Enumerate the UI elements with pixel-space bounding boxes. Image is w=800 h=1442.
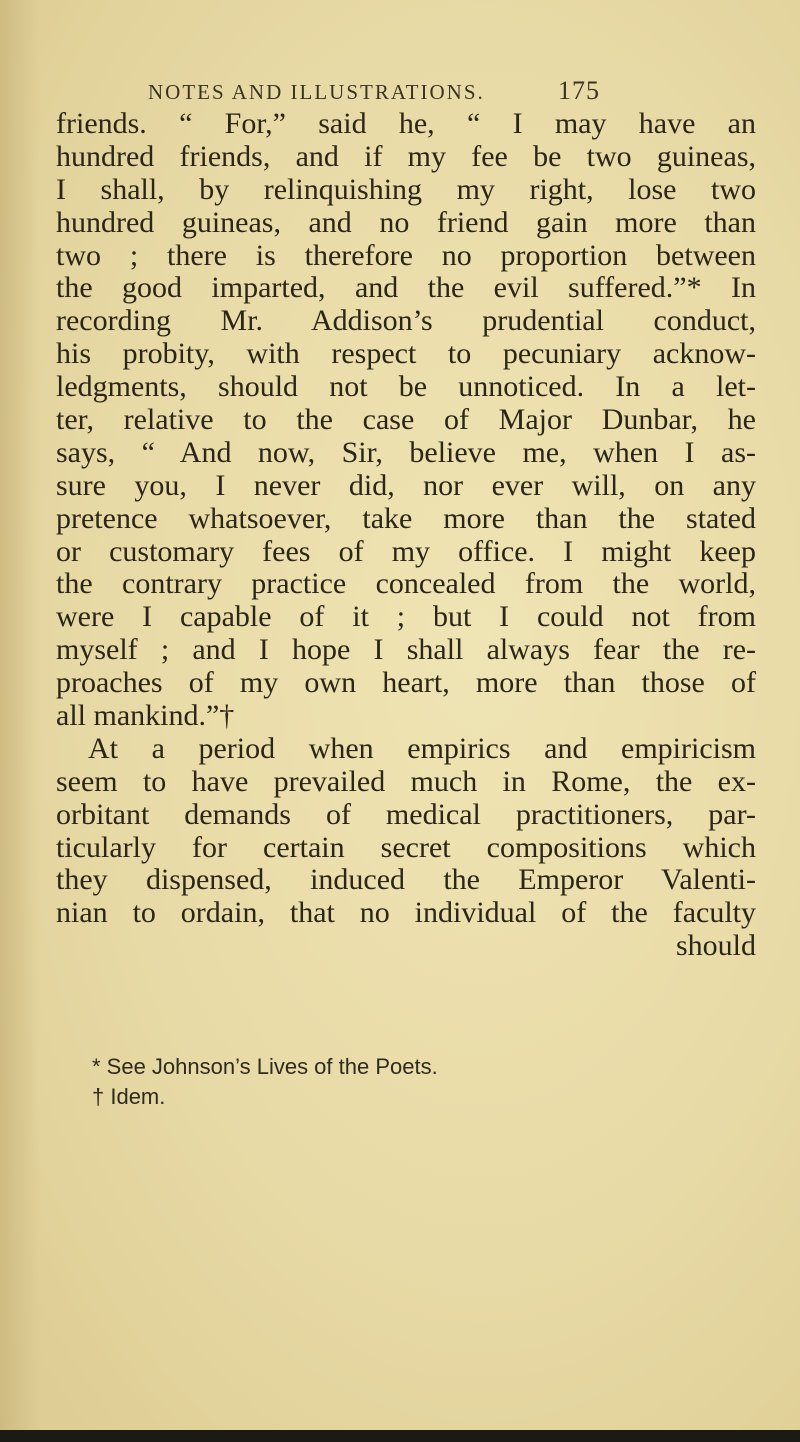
text-line: friends. “ For,” said he, “ I may have an: [56, 107, 756, 140]
scan-bottom-edge: [0, 1430, 800, 1442]
text-line: two ; there is therefore no proportion between: [56, 238, 756, 272]
text-line: hundred guineas, and no friend gain more than: [56, 205, 756, 239]
text-line: hundred friends, and if my fee be two guineas,: [56, 139, 756, 173]
catchword: should: [675, 929, 756, 963]
text-line: I shall, by relinquishing my right, lose two: [56, 172, 756, 206]
footnote-1: * See Johnson’s Lives of the Poets.: [92, 1054, 438, 1079]
text-line: seem to have prevailed much in Rome, the ex-: [56, 764, 756, 798]
text-line: says, “ And now, Sir, believe me, when I as-: [56, 435, 756, 469]
text-line: the contrary practice concealed from the world,: [56, 567, 756, 601]
text-line: the good imparted, and the evil suffered.”* In: [56, 271, 756, 305]
text-line: pretence whatsoever, take more than the stated: [56, 501, 756, 535]
body-text: [56, 108, 756, 963]
text-line: orbitant demands of medical practitioners, par-: [56, 797, 756, 831]
text-line: nian to ordain, that no individual of the faculty: [56, 896, 756, 930]
text-line: they dispensed, induced the Emperor Valenti-: [56, 863, 756, 897]
text-line: myself ; and I hope I shall always fear the re-: [56, 633, 756, 667]
text-line: ticularly for certain secret compositions which: [56, 830, 756, 864]
text-line: or customary fees of my office. I might keep: [56, 534, 756, 568]
page-number: 175: [558, 76, 600, 105]
footnote-2: † Idem.: [92, 1084, 166, 1109]
gutter-shadow: [0, 0, 40, 1442]
text-line: were I capable of it ; but I could not from: [56, 600, 756, 634]
text-line: proaches of my own heart, more than those of: [56, 666, 756, 700]
text-line: ter, relative to the case of Major Dunbar, he: [56, 403, 756, 437]
text-line: ledgments, should not be unnoticed. In a let-: [56, 370, 756, 404]
text-line: recording Mr. Addison’s prudential conduct,: [56, 304, 756, 338]
text-line: all mankind.”†: [56, 699, 235, 733]
running-head: [148, 76, 600, 106]
text-line: At a period when empirics and empiricism: [88, 731, 756, 765]
text-line: his probity, with respect to pecuniary acknow-: [56, 337, 756, 371]
footnotes: [92, 1052, 612, 1112]
running-head-title: NOTES AND ILLUSTRATIONS.: [148, 80, 485, 104]
text-line: sure you, I never did, nor ever will, on any: [56, 468, 756, 502]
